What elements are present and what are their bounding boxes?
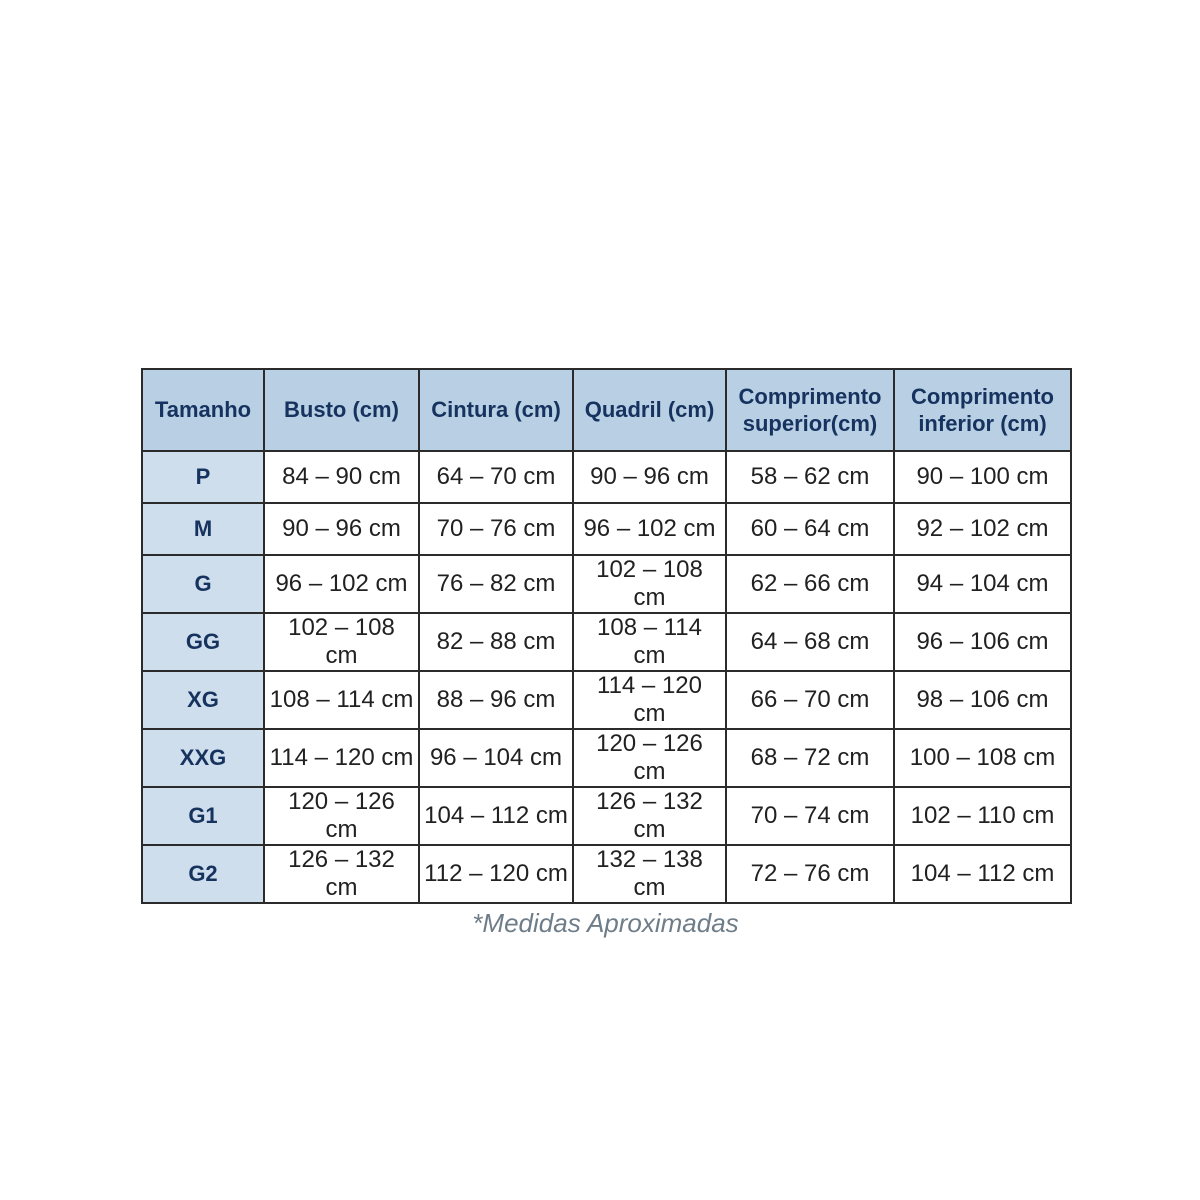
value-cell: 60 – 64 cm (726, 503, 894, 555)
value-cell: 104 – 112 cm (419, 787, 573, 845)
value-cell: 94 – 104 cm (894, 555, 1071, 613)
size-cell: G1 (142, 787, 264, 845)
header-tamanho: Tamanho (142, 369, 264, 451)
table-row (142, 787, 1071, 845)
table-row (142, 729, 1071, 787)
value-cell: 90 – 96 cm (573, 451, 726, 503)
header-quadril: Quadril (cm) (573, 369, 726, 451)
header-row (142, 369, 1071, 451)
value-cell: 64 – 70 cm (419, 451, 573, 503)
value-cell: 96 – 104 cm (419, 729, 573, 787)
value-cell: 96 – 106 cm (894, 613, 1071, 671)
footnote: *Medidas Aproximadas (472, 908, 739, 938)
value-cell: 88 – 96 cm (419, 671, 573, 729)
size-cell: XG (142, 671, 264, 729)
header-comprimento-inferior: Comprimento inferior (cm) (894, 369, 1071, 451)
value-cell: 82 – 88 cm (419, 613, 573, 671)
table-row (142, 503, 1071, 555)
value-cell: 62 – 66 cm (726, 555, 894, 613)
value-cell: 96 – 102 cm (573, 503, 726, 555)
value-cell: 64 – 68 cm (726, 613, 894, 671)
value-cell: 58 – 62 cm (726, 451, 894, 503)
value-cell: 70 – 74 cm (726, 787, 894, 845)
value-cell: 120 – 126 cm (264, 787, 419, 845)
value-cell: 66 – 70 cm (726, 671, 894, 729)
value-cell: 108 – 114 cm (264, 671, 419, 729)
size-chart-table (141, 368, 1072, 904)
table-row (142, 613, 1071, 671)
value-cell: 102 – 110 cm (894, 787, 1071, 845)
table-row (142, 555, 1071, 613)
value-cell: 108 – 114 cm (573, 613, 726, 671)
value-cell: 84 – 90 cm (264, 451, 419, 503)
table-row (142, 845, 1071, 903)
value-cell: 104 – 112 cm (894, 845, 1071, 903)
value-cell: 120 – 126 cm (573, 729, 726, 787)
value-cell: 98 – 106 cm (894, 671, 1071, 729)
value-cell: 70 – 76 cm (419, 503, 573, 555)
size-cell: XXG (142, 729, 264, 787)
value-cell: 76 – 82 cm (419, 555, 573, 613)
value-cell: 102 – 108 cm (573, 555, 726, 613)
value-cell: 68 – 72 cm (726, 729, 894, 787)
value-cell: 90 – 96 cm (264, 503, 419, 555)
value-cell: 126 – 132 cm (573, 787, 726, 845)
value-cell: 132 – 138 cm (573, 845, 726, 903)
value-cell: 96 – 102 cm (264, 555, 419, 613)
size-cell: GG (142, 613, 264, 671)
header-comprimento-superior: Comprimento superior(cm) (726, 369, 894, 451)
value-cell: 114 – 120 cm (264, 729, 419, 787)
header-cintura: Cintura (cm) (419, 369, 573, 451)
value-cell: 126 – 132 cm (264, 845, 419, 903)
value-cell: 90 – 100 cm (894, 451, 1071, 503)
value-cell: 114 – 120 cm (573, 671, 726, 729)
table-row (142, 671, 1071, 729)
value-cell: 102 – 108 cm (264, 613, 419, 671)
table-row (142, 451, 1071, 503)
size-cell: P (142, 451, 264, 503)
value-cell: 92 – 102 cm (894, 503, 1071, 555)
value-cell: 72 – 76 cm (726, 845, 894, 903)
value-cell: 100 – 108 cm (894, 729, 1071, 787)
size-cell: G2 (142, 845, 264, 903)
size-cell: G (142, 555, 264, 613)
header-busto: Busto (cm) (264, 369, 419, 451)
size-cell: M (142, 503, 264, 555)
value-cell: 112 – 120 cm (419, 845, 573, 903)
